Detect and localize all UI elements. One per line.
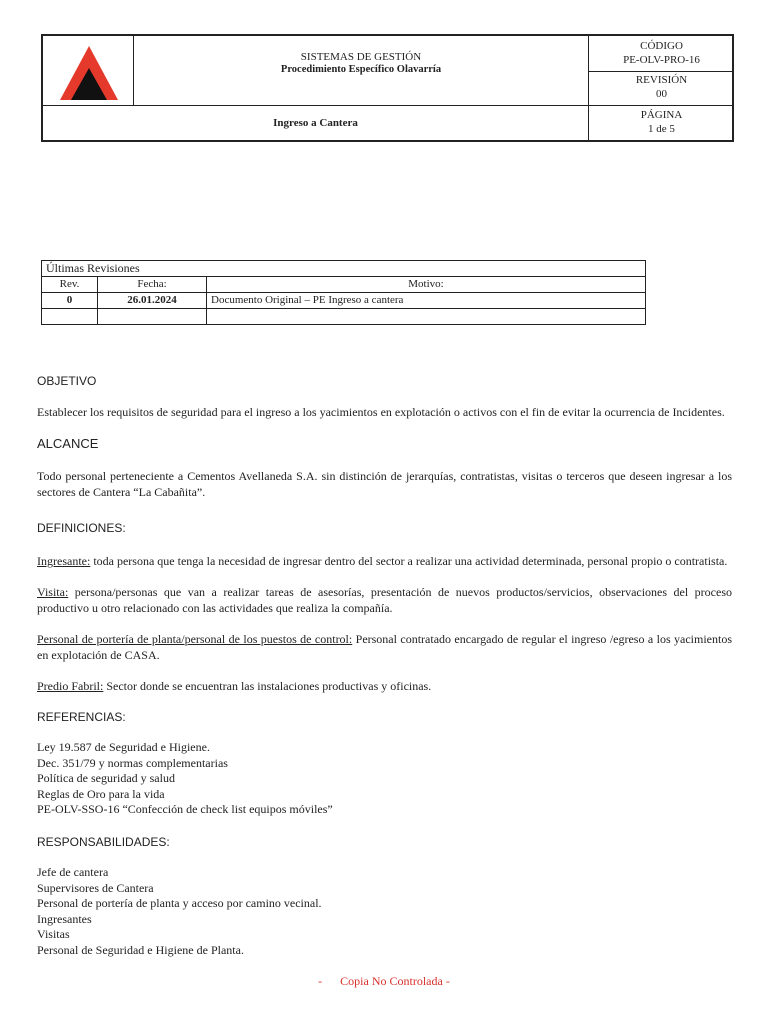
logo-cell bbox=[43, 36, 134, 105]
alcance-text: Todo personal perteneciente a Cementos Avellaneda S.A. sin distinción de jerarquías, contratistas, visitas o terceros que deseen ingresar a los sectores de Cantera “La Cabañita”. bbox=[37, 469, 732, 499]
list-item: Política de seguridad y salud bbox=[37, 771, 175, 785]
company-logo-icon bbox=[43, 36, 134, 103]
definition-text: persona/personas que van a realizar tareas de asesorías, presentación de nuevos productos/servicios, observaciones del proceso productivo u otro relacionado con las actividades que realiza la compañía. bbox=[37, 585, 732, 615]
list-item: PE-OLV-SSO-16 “Confección de check list equipos móviles” bbox=[37, 802, 333, 816]
revisions-title: Últimas Revisiones bbox=[42, 261, 646, 277]
definition-predio-fabril bbox=[37, 678, 732, 694]
row-reason: Documento Original – PE Ingreso a cantera bbox=[207, 293, 646, 309]
referencias-heading: REFERENCIAS: bbox=[37, 710, 126, 724]
definition-term: Predio Fabril: bbox=[37, 679, 104, 693]
table-row-empty bbox=[42, 309, 646, 325]
row-date: 26.01.2024 bbox=[98, 293, 207, 309]
list-item: Personal de portería de planta y acceso por camino vecinal. bbox=[37, 896, 322, 910]
page-cell bbox=[589, 105, 734, 142]
table-row bbox=[42, 293, 646, 309]
revisions-title-row bbox=[42, 261, 646, 277]
document-header bbox=[41, 34, 734, 142]
list-item: Visitas bbox=[37, 927, 70, 941]
col-rev: Rev. bbox=[42, 277, 98, 293]
definition-personal-porteria bbox=[37, 631, 732, 663]
definition-visita bbox=[37, 584, 732, 616]
definition-term: Visita: bbox=[37, 585, 69, 599]
row-rev: 0 bbox=[42, 293, 98, 309]
definition-term: Ingresante: bbox=[37, 554, 91, 568]
revision-cell bbox=[589, 72, 734, 105]
responsabilidades-list bbox=[37, 865, 732, 958]
col-date: Fecha: bbox=[98, 277, 207, 293]
definition-term: Personal de portería de planta/personal de los puestos de control: bbox=[37, 632, 353, 646]
definition-text: Personal contratado encargado de regular el ingreso /egreso a los yacimientos en explotación de CASA. bbox=[37, 632, 733, 662]
list-item: Reglas de Oro para la vida bbox=[37, 786, 165, 801]
procedure-title: Procedimiento Específico Olavarría bbox=[280, 64, 442, 75]
objetivo-heading: OBJETIVO bbox=[37, 374, 97, 388]
system-title: SISTEMAS DE GESTIÓN bbox=[300, 51, 422, 63]
definition-ingresante bbox=[37, 553, 732, 569]
title-cell bbox=[134, 36, 589, 105]
definition-text: Sector donde se encuentran las instalaciones productivas y oficinas. bbox=[103, 679, 432, 693]
revision-value: 00 bbox=[656, 88, 667, 100]
revisions-header-row bbox=[42, 277, 646, 293]
code-label: CÓDIGO bbox=[640, 40, 683, 52]
definiciones-heading: DEFINICIONES: bbox=[37, 521, 126, 535]
list-item: Dec. 351/79 y normas complementarias bbox=[37, 755, 228, 770]
alcance-heading: ALCANCE bbox=[37, 436, 99, 451]
revision-label: REVISIÓN bbox=[635, 74, 688, 86]
page-label: PÁGINA bbox=[640, 109, 683, 121]
list-item: Jefe de cantera bbox=[37, 865, 109, 879]
code-value: PE-OLV-PRO-16 bbox=[623, 54, 700, 66]
responsabilidades-heading: RESPONSABILIDADES: bbox=[37, 835, 170, 849]
list-item: Ley 19.587 de Seguridad e Higiene. bbox=[37, 740, 210, 754]
list-item: Personal de Seguridad e Higiene de Planta. bbox=[37, 942, 244, 957]
document-title-cell bbox=[43, 105, 589, 142]
code-cell bbox=[589, 36, 734, 72]
objetivo-text: Establecer los requisitos de seguridad para el ingreso a los yacimientos en explotación o activos con el fin de evitar la ocurrencia de Incidentes. bbox=[37, 405, 725, 419]
document-title: Ingreso a Cantera bbox=[273, 117, 358, 129]
list-item: Ingresantes bbox=[37, 911, 92, 926]
revisions-table bbox=[41, 260, 646, 325]
definition-text: toda persona que tenga la necesidad de ingresar dentro del sector a realizar una actividad determinada, personal propio o contratista. bbox=[90, 554, 728, 568]
col-reason: Motivo: bbox=[207, 277, 646, 293]
page-value: 1 de 5 bbox=[648, 123, 675, 135]
uncontrolled-copy-footer: - Copia No Controlada - bbox=[318, 974, 450, 988]
list-item: Supervisores de Cantera bbox=[37, 880, 154, 895]
referencias-list bbox=[37, 740, 732, 818]
